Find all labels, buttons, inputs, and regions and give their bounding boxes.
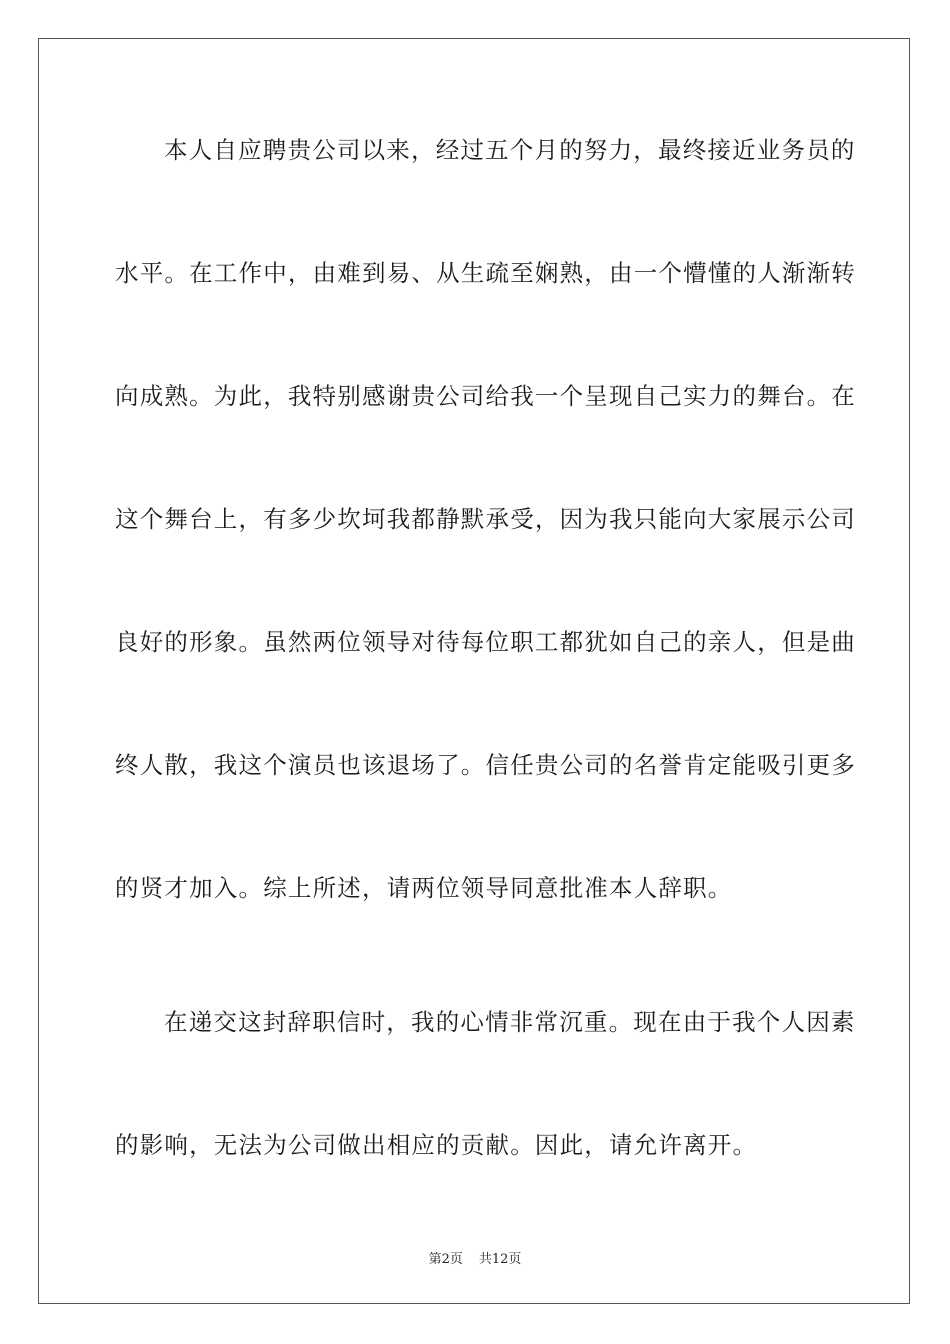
paragraph-1-line-2: 水平。在工作中，由难到易、从生疏至娴熟，由一个懵懂的人渐渐转 [115,259,856,287]
paragraph-1-line-3: 向成熟。为此，我特别感谢贵公司给我一个呈现自己实力的舞台。在 [115,382,856,410]
page-number: 第2页 [428,1252,463,1267]
paragraph-1-line-5: 良好的形象。虽然两位领导对待每位职工都犹如自己的亲人，但是曲 [115,628,856,656]
page-border [38,38,910,1304]
paragraph-1-line-1: 本人自应聘贵公司以来，经过五个月的努力，最终接近业务员的 [164,136,856,164]
paragraph-2-line-1: 在递交这封辞职信时，我的心情非常沉重。现在由于我个人因素 [164,1008,856,1036]
paragraph-1-line-4: 这个舞台上，有多少坎坷我都静默承受，因为我只能向大家展示公司 [115,505,856,533]
paragraph-1-line-7: 的贤才加入。综上所述，请两位领导同意批准本人辞职。 [115,874,733,902]
paragraph-1-line-6: 终人散，我这个演员也该退场了。信任贵公司的名誉肯定能吸引更多 [115,751,856,779]
paragraph-2-line-2: 的影响，无法为公司做出相应的贡献。因此，请允许离开。 [115,1131,758,1159]
page-total: 共12页 [478,1252,522,1267]
page-footer [0,1248,950,1267]
